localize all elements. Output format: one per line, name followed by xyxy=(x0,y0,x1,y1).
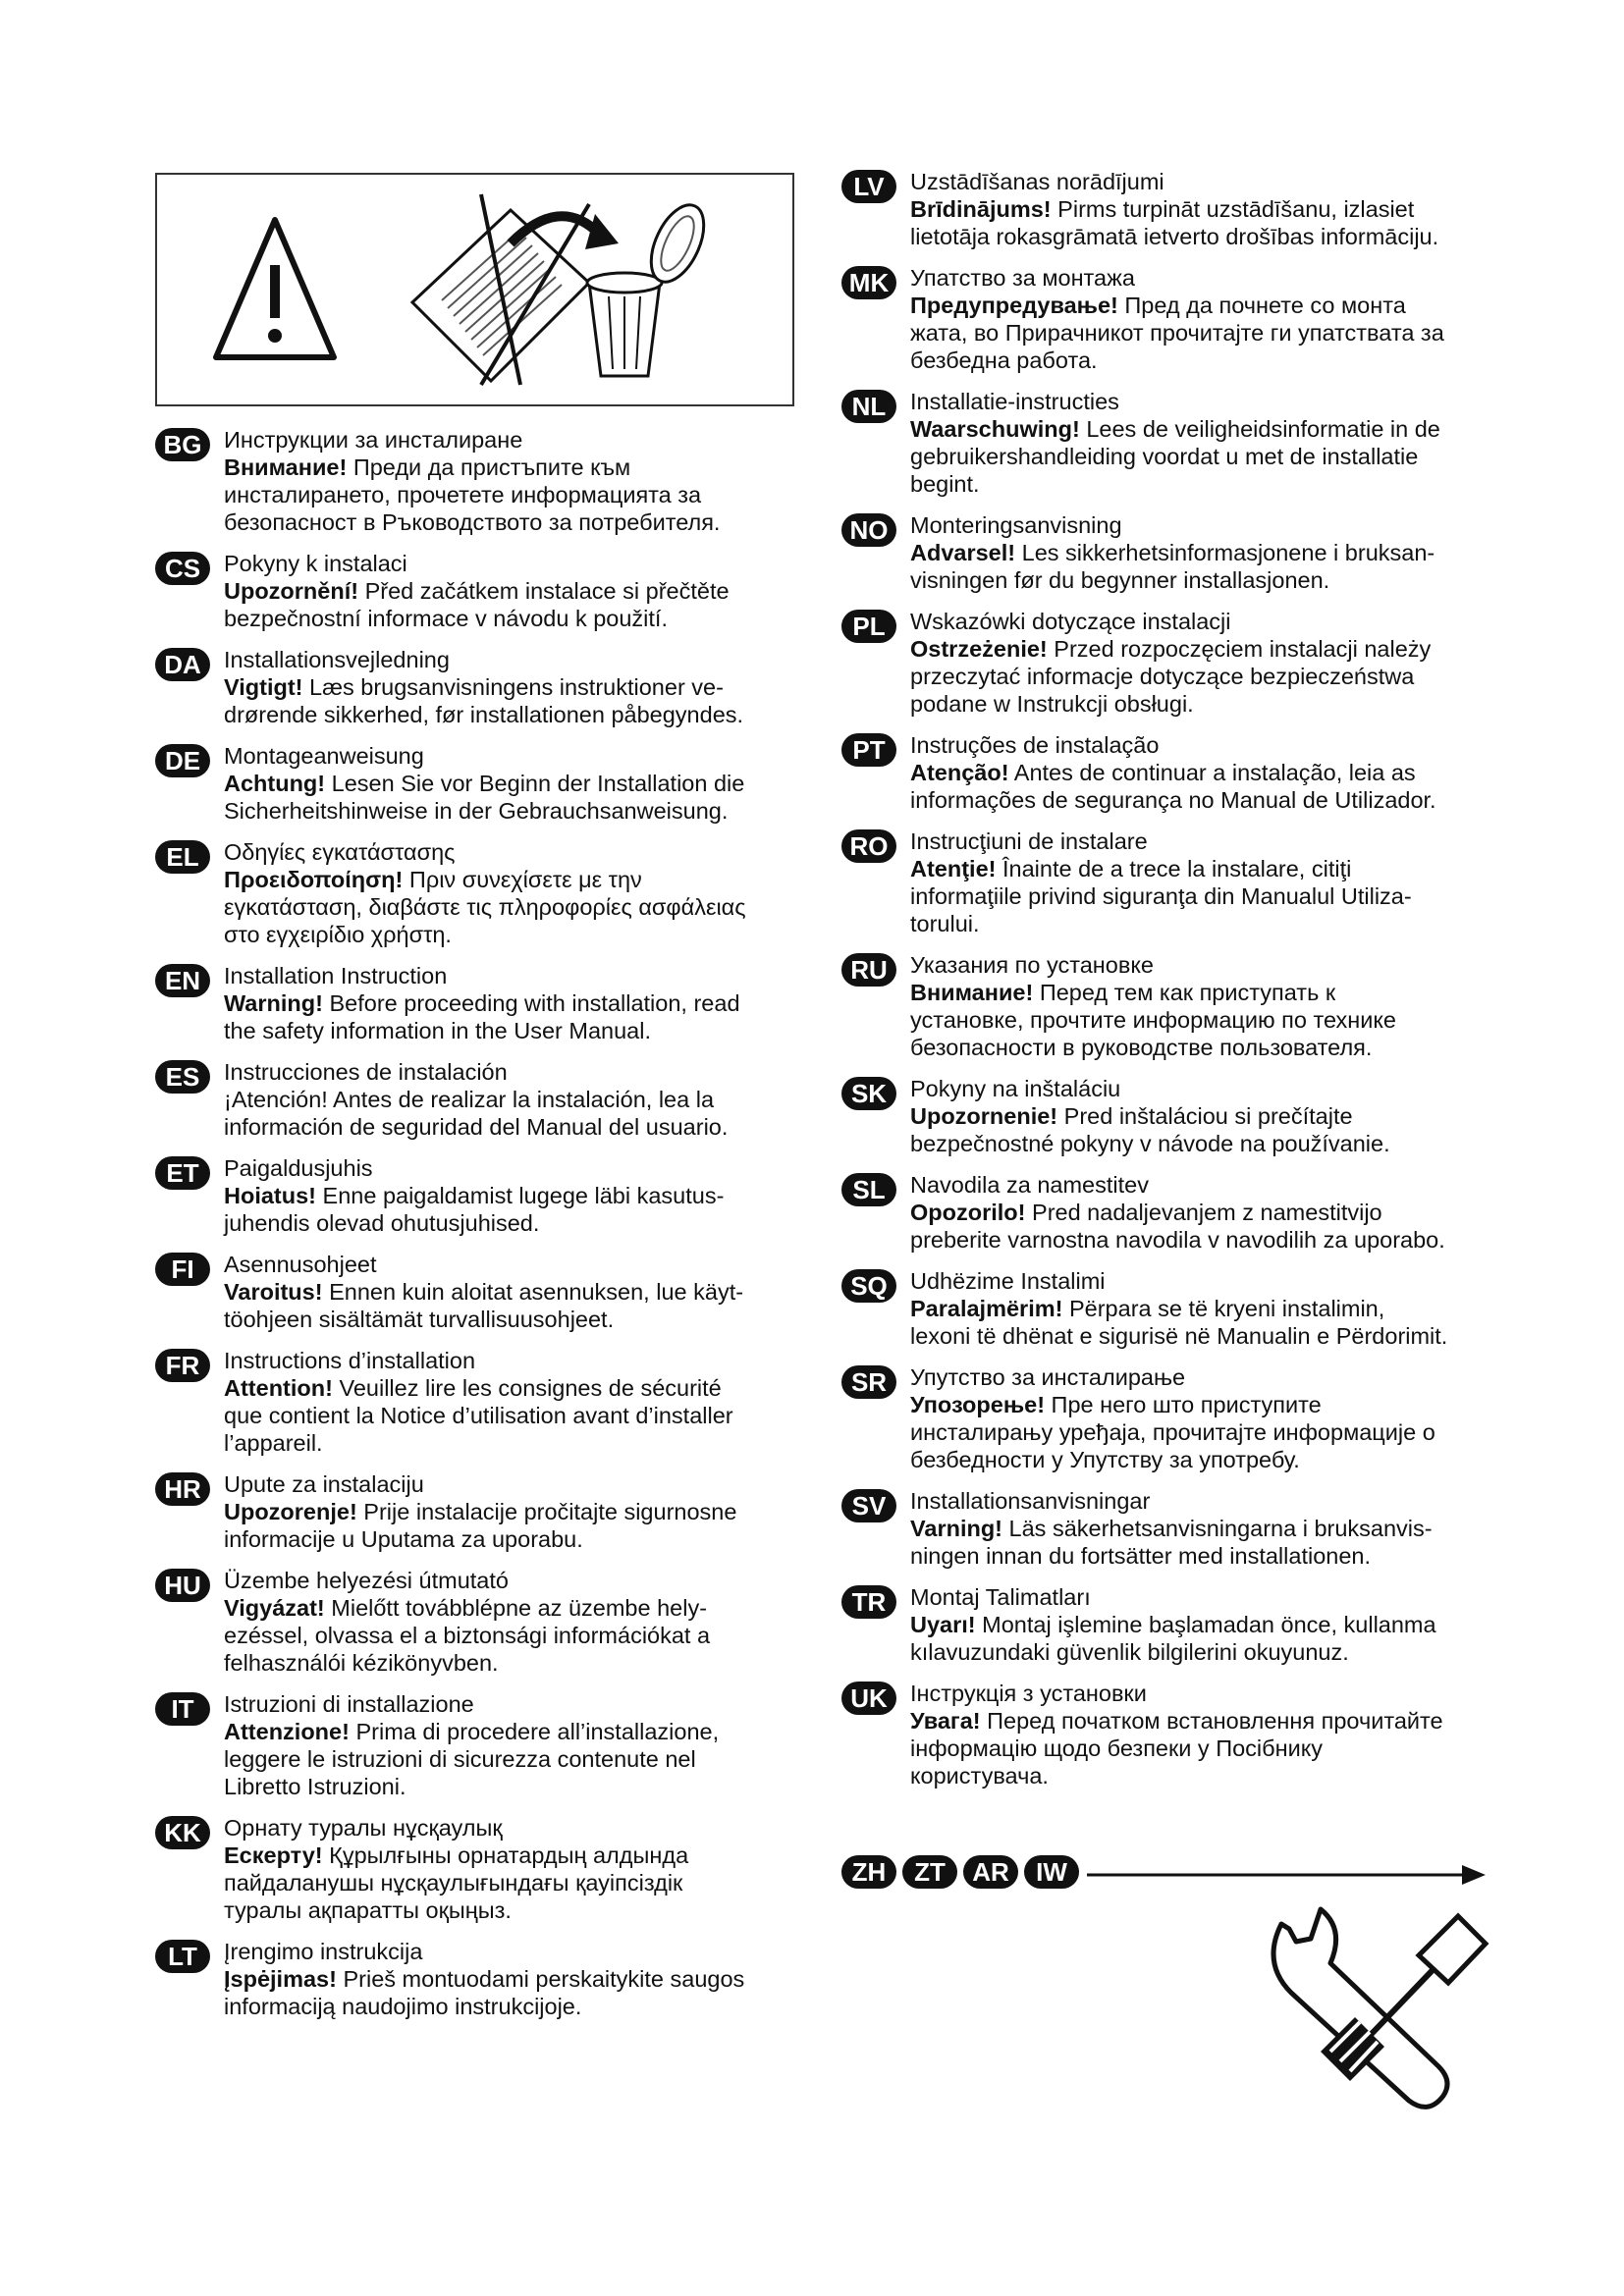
warning-label: Atenţie! xyxy=(910,856,997,881)
text-line: ezéssel, olvassa el a biztonsági információkat a xyxy=(224,1623,711,1648)
instruction-entry xyxy=(841,951,1489,1061)
instruction-entry xyxy=(155,1470,793,1553)
text-line: Libretto Istruzioni. xyxy=(224,1774,406,1799)
warning-label: Attention! xyxy=(224,1375,333,1401)
text-line: lietotāja rokasgrāmatā ietverto drošības informāciju. xyxy=(910,224,1439,249)
warning-label: Atenção! xyxy=(910,760,1009,785)
instruction-text xyxy=(224,1498,793,1553)
warning-label: Ескерту! xyxy=(224,1842,323,1868)
text-line: juhendis olevad ohutusjuhised. xyxy=(224,1210,540,1236)
instruction-title: Üzembe helyezési útmutató xyxy=(224,1568,509,1593)
text-line: безбедна работа. xyxy=(910,347,1098,373)
instruction-text xyxy=(910,635,1489,718)
instruction-title: Montaj Talimatları xyxy=(910,1584,1091,1610)
instruction-text xyxy=(224,454,793,536)
text-line: інформацію щодо безпеки у Посібнику xyxy=(910,1735,1323,1761)
language-badge: PL xyxy=(841,610,896,643)
text-line: töohjeen sisältämät turvallisuusohjeet. xyxy=(224,1307,615,1332)
text-line: инсталирању уређаја, прочитајте информације о xyxy=(910,1419,1435,1445)
language-badge: ES xyxy=(155,1060,210,1094)
instruction-text xyxy=(910,1199,1489,1254)
warning-label: Opozorilo! xyxy=(910,1200,1026,1225)
warning-label: Upozornenie! xyxy=(910,1103,1058,1129)
instruction-title: Įrengimo instrukcija xyxy=(224,1939,423,1964)
instruction-title: Instructions d’installation xyxy=(224,1348,476,1373)
instruction-title: Installation Instruction xyxy=(224,963,448,988)
text-line: Lesen Sie vor Beginn der Installation die xyxy=(325,771,745,796)
left-column xyxy=(155,426,793,2034)
instruction-entry xyxy=(841,608,1489,718)
instruction-title: Pokyny k instalaci xyxy=(224,551,407,576)
instruction-text xyxy=(224,989,793,1044)
language-badge: RO xyxy=(841,829,896,863)
warning-label: Warning! xyxy=(224,990,323,1016)
instruction-entry xyxy=(155,1814,793,1924)
language-badge: RU xyxy=(841,953,896,987)
text-line: безбедности у Упутству за употребу. xyxy=(910,1447,1300,1472)
warning-label: Vigtigt! xyxy=(224,674,303,700)
text-line: que contient la Notice d’utilisation avant d’installer xyxy=(224,1403,733,1428)
instruction-entry xyxy=(155,962,793,1044)
instruction-text xyxy=(224,1718,793,1800)
text-line: Montaj işlemine başlamadan önce, kullanma xyxy=(975,1612,1436,1637)
text-line: Veuillez lire les consignes de sécurité xyxy=(332,1375,722,1401)
instruction-title: Monteringsanvisning xyxy=(910,512,1122,538)
instruction-text xyxy=(910,759,1489,814)
instruction-text xyxy=(910,195,1489,250)
instruction-entry xyxy=(841,1171,1489,1254)
language-badge: SQ xyxy=(841,1269,896,1303)
instruction-entry xyxy=(841,731,1489,814)
language-badge: SR xyxy=(841,1365,896,1399)
instruction-text xyxy=(224,866,793,948)
text-line: Përpara se të kryeni instalimin, xyxy=(1062,1296,1385,1321)
text-line: Prieš montuodami perskaitykite saugos xyxy=(336,1966,745,1992)
instruction-title: Instruções de instalação xyxy=(910,732,1160,758)
text-line: користувача. xyxy=(910,1763,1049,1789)
warning-label: Внимание! xyxy=(910,980,1034,1005)
instruction-title: Uzstādīšanas norādījumi xyxy=(910,169,1164,194)
instruction-title: Pokyny na inštaláciu xyxy=(910,1076,1121,1101)
text-line: Les sikkerhetsinformasjonene i bruksan- xyxy=(1015,540,1435,565)
instruction-entry xyxy=(841,1583,1489,1666)
warning-label: Waarschuwing! xyxy=(910,416,1080,442)
warning-label: Προειδοποίηση! xyxy=(224,867,404,892)
text-line: Antes de continuar a instalação, leia as xyxy=(1008,760,1416,785)
text-line: установке, прочтите информацию по технике xyxy=(910,1007,1396,1033)
warning-label: Uyarı! xyxy=(910,1612,976,1637)
instruction-entry xyxy=(155,838,793,948)
language-badge: ET xyxy=(155,1156,210,1190)
warning-label: Упозорење! xyxy=(910,1392,1046,1417)
instruction-title: Installatie-instructies xyxy=(910,389,1119,414)
instruction-text xyxy=(910,1295,1489,1350)
text-line: Læs brugsanvisningens instruktioner ve- xyxy=(302,674,724,700)
text-line: жата, во Прирачникот прочитајте ги упатствата за xyxy=(910,320,1444,346)
instruction-text xyxy=(910,1515,1489,1570)
instruction-text xyxy=(910,1391,1489,1473)
instruction-title: Paigaldusjuhis xyxy=(224,1155,373,1181)
text-line: Pred nadaljevanjem z namestitvijo xyxy=(1025,1200,1382,1225)
warning-label: Varoitus! xyxy=(224,1279,323,1305)
language-badge: KK xyxy=(155,1816,210,1849)
text-line: leggere le istruzioni di sicurezza contenute nel xyxy=(224,1746,696,1772)
text-line: the safety information in the User Manual. xyxy=(224,1018,651,1043)
language-badge: AR xyxy=(963,1855,1018,1889)
language-badge: FR xyxy=(155,1349,210,1382)
text-line: Before proceeding with installation, read xyxy=(322,990,740,1016)
instruction-title: Istruzioni di installazione xyxy=(224,1691,474,1717)
instruction-entry xyxy=(155,1058,793,1141)
instruction-text xyxy=(910,1707,1489,1789)
text-line: informaţiile privind siguranţa din Manualul Utiliza- xyxy=(910,883,1412,909)
text-line: podane w Instrukcji obsługi. xyxy=(910,691,1194,717)
text-line: στο εγχειρίδιο χρήστη. xyxy=(224,922,452,947)
arrow-right-icon xyxy=(1087,1863,1488,1887)
text-line: torului. xyxy=(910,911,980,936)
instruction-title: Installationsvejledning xyxy=(224,647,450,672)
text-line: Przed rozpoczęciem instalacji należy xyxy=(1047,636,1432,662)
text-line: Перед початком встановлення прочитайте xyxy=(980,1708,1443,1734)
text-line: drørende sikkerhed, før installationen påbegyndes. xyxy=(224,702,744,727)
instruction-title: Asennusohjeet xyxy=(224,1252,377,1277)
instruction-title: Udhëzime Instalimi xyxy=(910,1268,1106,1294)
text-line: bezpečnostní informace v návodu k použití. xyxy=(224,606,668,631)
instruction-text xyxy=(224,1086,793,1141)
text-line: ¡Atención! Antes de realizar la instalación, lea la xyxy=(224,1087,715,1112)
text-line: Пред да почнете со монта xyxy=(1117,293,1406,318)
instruction-title: Upute za instalaciju xyxy=(224,1471,424,1497)
warning-label: Ostrzeżenie! xyxy=(910,636,1048,662)
text-line: bezpečnostné pokyny v návode na používanie. xyxy=(910,1131,1390,1156)
instruction-title: Упатство за монтажа xyxy=(910,265,1135,291)
language-badge: MK xyxy=(841,266,896,299)
text-line: Pred inštaláciou si prečítajte xyxy=(1057,1103,1353,1129)
text-line: Перед тем как приступать к xyxy=(1033,980,1336,1005)
text-line: Mielőtt továbblépne az üzembe hely- xyxy=(324,1595,708,1621)
instruction-text xyxy=(224,1965,793,2020)
text-line: begint. xyxy=(910,471,980,497)
warning-triangle-icon xyxy=(157,175,792,404)
instruction-title: Instrucţiuni de instalare xyxy=(910,828,1148,854)
language-badge: IT xyxy=(155,1692,210,1726)
language-badge: NO xyxy=(841,513,896,547)
instruction-title: Инструкции за инсталиране xyxy=(224,427,523,453)
warning-label: Увага! xyxy=(910,1708,981,1734)
instruction-text xyxy=(224,1374,793,1457)
language-badge: LV xyxy=(841,170,896,203)
instruction-entry xyxy=(841,168,1489,250)
language-badge: ZT xyxy=(902,1855,957,1889)
instruction-text xyxy=(224,1278,793,1333)
instruction-title: Інструкція з установки xyxy=(910,1681,1147,1706)
instruction-text xyxy=(910,415,1489,498)
instruction-entry xyxy=(841,1487,1489,1570)
instruction-text xyxy=(224,1182,793,1237)
warning-label: Įspėjimas! xyxy=(224,1966,337,1992)
warning-label: Achtung! xyxy=(224,771,326,796)
text-line: l’appareil. xyxy=(224,1430,323,1456)
language-badge: DE xyxy=(155,744,210,777)
language-badge: SV xyxy=(841,1489,896,1522)
language-badge: UK xyxy=(841,1682,896,1715)
warning-illustration-box xyxy=(155,173,794,406)
language-badge: SK xyxy=(841,1077,896,1110)
language-badge: EL xyxy=(155,840,210,874)
language-badge: CS xyxy=(155,552,210,585)
text-line: Prije instalacije pročitajte sigurnosne xyxy=(356,1499,737,1524)
language-badge: NL xyxy=(841,390,896,423)
language-badge: SL xyxy=(841,1173,896,1206)
instruction-entry xyxy=(155,1251,793,1333)
text-line: gebruikershandleiding voordat u met de installatie xyxy=(910,444,1419,469)
instruction-entry xyxy=(841,1267,1489,1350)
instruction-entry xyxy=(841,264,1489,374)
text-line: información de seguridad del Manual del usuario. xyxy=(224,1114,729,1140)
warning-label: Upozorenje! xyxy=(224,1499,357,1524)
instruction-title: Указания по установке xyxy=(910,952,1154,978)
text-line: Преди да пристъпите към xyxy=(347,454,631,480)
text-line: Prima di procedere all’installazione, xyxy=(349,1719,720,1744)
instruction-title: Montageanweisung xyxy=(224,743,424,769)
instruction-title: Орнату туралы нұсқаулық xyxy=(224,1815,503,1841)
language-badge: TR xyxy=(841,1585,896,1619)
text-line: informacije u Uputama za uporabu. xyxy=(224,1526,583,1552)
text-line: przeczytać informacje dotyczące bezpieczeństwa xyxy=(910,664,1415,689)
instruction-entry xyxy=(841,1075,1489,1157)
text-line: visningen før du begynner installasjonen. xyxy=(910,567,1330,593)
instruction-entry xyxy=(841,1680,1489,1789)
language-badge: DA xyxy=(155,648,210,681)
text-line: lexoni të dhënat e sigurisë në Manualin e Përdorimit. xyxy=(910,1323,1448,1349)
instruction-entry xyxy=(155,1567,793,1677)
instruction-entry xyxy=(155,742,793,825)
text-line: kılavuzundaki güvenlik bilgilerini okuyunuz. xyxy=(910,1639,1349,1665)
text-line: ningen innan du fortsätter med installationen. xyxy=(910,1543,1372,1569)
instruction-entry xyxy=(841,1363,1489,1473)
text-line: безопасност в Ръководството за потребителя. xyxy=(224,509,721,535)
instruction-text xyxy=(910,855,1489,937)
text-line: Ennen kuin aloitat asennuksen, lue käyt- xyxy=(322,1279,744,1305)
text-line: informações de segurança no Manual de Utilizador. xyxy=(910,787,1436,813)
language-badge: PT xyxy=(841,733,896,767)
language-badge: HU xyxy=(155,1569,210,1602)
text-line: Lees de veiligheidsinformatie in de xyxy=(1079,416,1440,442)
text-line: εγκατάσταση, διαβάστε τις πληροφορίες ασφάλειας xyxy=(224,894,746,920)
warning-label: Advarsel! xyxy=(910,540,1016,565)
language-badge: LT xyxy=(155,1940,210,1973)
instruction-entry xyxy=(155,646,793,728)
text-line: Enne paigaldamist lugege läbi kasutus- xyxy=(316,1183,725,1208)
warning-label: Upozornění! xyxy=(224,578,359,604)
instruction-entry xyxy=(155,550,793,632)
instruction-text xyxy=(910,292,1489,374)
warning-label: Attenzione! xyxy=(224,1719,350,1744)
instruction-text xyxy=(910,539,1489,594)
warning-label: Brīdinājums! xyxy=(910,196,1052,222)
language-badge: ZH xyxy=(841,1855,896,1889)
language-badge: BG xyxy=(155,428,210,461)
text-line: Sicherheitshinweise in der Gebrauchsanweisung. xyxy=(224,798,729,824)
instruction-text xyxy=(224,577,793,632)
warning-label: Paralajmërim! xyxy=(910,1296,1063,1321)
instruction-entry xyxy=(155,1154,793,1237)
text-line: безопасности в руководстве пользователя. xyxy=(910,1035,1373,1060)
text-line: Înainte de a trece la instalare, citiţi xyxy=(996,856,1352,881)
warning-label: Hoiatus! xyxy=(224,1183,316,1208)
instruction-text xyxy=(910,979,1489,1061)
instruction-title: Οδηγίες εγκατάστασης xyxy=(224,839,456,865)
text-line: Құрылғыны орнатардың алдында xyxy=(322,1842,689,1868)
instruction-title: Installationsanvisningar xyxy=(910,1488,1151,1514)
warning-label: Внимание! xyxy=(224,454,348,480)
wrench-screwdriver-icon xyxy=(1262,1904,1497,2110)
warning-label: Varning! xyxy=(910,1516,1003,1541)
text-line: пайдаланушы нұсқаулығындағы қауіпсіздік xyxy=(224,1870,683,1896)
text-line: туралы ақпаратты оқыңыз. xyxy=(224,1897,512,1923)
text-line: Před začátkem instalace si přečtěte xyxy=(358,578,730,604)
instruction-text xyxy=(224,1842,793,1924)
language-badge: IW xyxy=(1024,1855,1079,1889)
instruction-entry xyxy=(155,1938,793,2020)
warning-label: Vigyázat! xyxy=(224,1595,325,1621)
instruction-text xyxy=(910,1611,1489,1666)
text-line: Läs säkerhetsanvisningarna i bruksanvis- xyxy=(1002,1516,1433,1541)
instruction-title: Wskazówki dotyczące instalacji xyxy=(910,609,1231,634)
instruction-text xyxy=(224,1594,793,1677)
instruction-title: Navodila za namestitev xyxy=(910,1172,1149,1198)
text-line: felhasználói kézikönyvben. xyxy=(224,1650,499,1676)
warning-label: Предупредување! xyxy=(910,293,1118,318)
language-badge: EN xyxy=(155,964,210,997)
language-badge: HR xyxy=(155,1472,210,1506)
instruction-entry xyxy=(155,426,793,536)
instruction-entry xyxy=(155,1347,793,1457)
manual-in-bin-icon xyxy=(412,194,715,385)
instruction-text xyxy=(224,770,793,825)
instruction-entry xyxy=(841,511,1489,594)
language-badge: FI xyxy=(155,1253,210,1286)
text-line: Pirms turpināt uzstādīšanu, izlasiet xyxy=(1051,196,1415,222)
text-line: Πριν συνεχίσετε με την xyxy=(403,867,642,892)
text-line: informaciją naudojimo instrukcijoje. xyxy=(224,1994,582,2019)
instruction-title: Упутство за инсталирање xyxy=(910,1364,1186,1390)
instruction-entry xyxy=(155,1690,793,1800)
instruction-entry xyxy=(841,828,1489,937)
right-column xyxy=(841,168,1489,1803)
text-line: Пре него што приступите xyxy=(1045,1392,1322,1417)
text-line: инсталирането, прочетете информацията за xyxy=(224,482,702,507)
instruction-entry xyxy=(841,388,1489,498)
instruction-text xyxy=(910,1102,1489,1157)
instruction-text xyxy=(224,673,793,728)
more-languages-row xyxy=(841,1855,1489,1895)
instruction-title: Instrucciones de instalación xyxy=(224,1059,508,1085)
text-line: preberite varnostna navodila v navodilih za uporabo. xyxy=(910,1227,1445,1253)
